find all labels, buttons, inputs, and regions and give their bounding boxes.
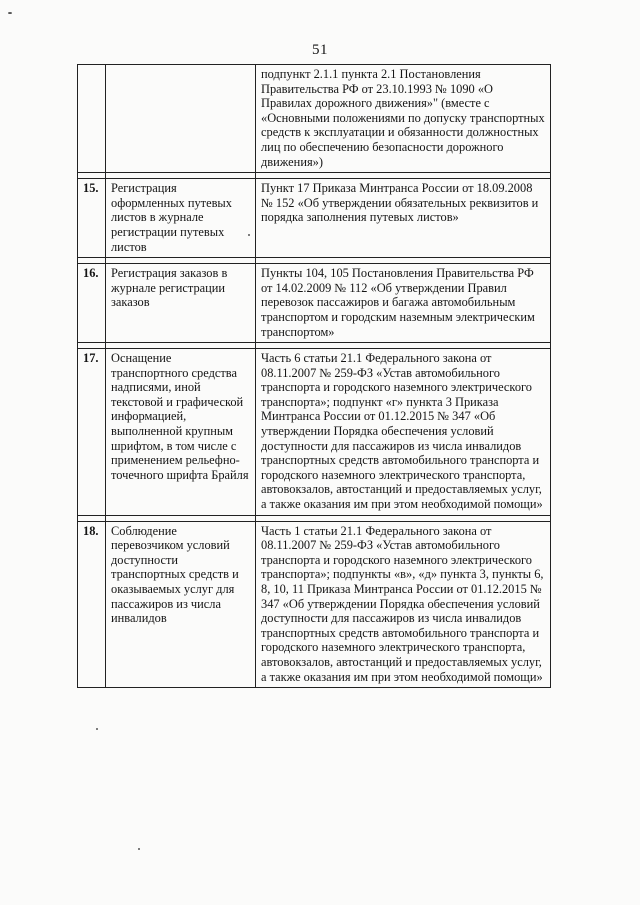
scan-speck [8, 12, 12, 14]
table-row [78, 179, 551, 258]
requirement-name: Регистрация оформленных путевых листов в журнале регистрации путевых листов [106, 179, 256, 258]
table-row [78, 349, 551, 516]
legal-basis: Часть 6 статьи 21.1 Федерального закона от 08.11.2007 № 259-ФЗ «Устав автомобильного транспорта и городского наземного электрического транспорта»; подпункт «г» пункта 3 Приказа Минтранса России от 01.12.2015 № 347 «Об утверждении Порядка обеспечения условий доступности для пассажиров из числа инвалидов транспортных средств автомобильного транспорта и городского наземного электрического транспорта, автовокзалов, автостанций и предоставляемых услуг, а также оказания им при этом необходимой помощи» [256, 349, 551, 516]
scan-speck [96, 728, 98, 730]
requirement-name: Оснащение транспортного средства надписями, иной текстовой и графической информацией, выполненной крупным шрифтом, в том числе с применением рельефно-точечного шрифта Брайля [106, 349, 256, 516]
requirement-name: Соблюдение перевозчиком условий доступности транспортных средств и оказываемых услуг для пассажиров из числа инвалидов [106, 521, 256, 688]
row-number: 17. [78, 349, 106, 516]
scan-speck [138, 848, 140, 850]
table-row [78, 264, 551, 343]
legal-basis: Часть 1 статьи 21.1 Федерального закона от 08.11.2007 № 259-ФЗ «Устав автомобильного транспорта и городского наземного электрического транспорта»; подпункты «в», «д» пункта 3, пункты 6, 8, 10, 11 Приказа Минтранса России от 01.12.2015 № 347 «Об утверждении Порядка обеспечения условий доступности для пассажиров из числа инвалидов транспортных средств автомобильного транспорта и городского наземного электрического транспорта, автовокзалов, автостанций и предоставляемых услуг, а также оказания им при этом необходимой помощи» [256, 521, 551, 688]
legal-basis: подпункт 2.1.1 пункта 2.1 Постановления Правительства РФ от 23.10.1993 № 1090 «О Правилах дорожного движения»" (вместе с «Основными положениями по допуску транспортных средств к эксплуатации и обязанности должностных лиц по обеспечению безопасности дорожного движения») [256, 65, 551, 173]
page-number: 51 [312, 42, 328, 58]
table-row [78, 521, 551, 688]
legal-basis: Пункты 104, 105 Постановления Правительства РФ от 14.02.2009 № 112 «Об утверждении Правил перевозок пассажиров и багажа автомобильным транспортом и городским наземным электрическим транспортом» [256, 264, 551, 343]
legal-basis: Пункт 17 Приказа Минтранса России от 18.09.2008 № 152 «Об утверждении обязательных реквизитов и порядка заполнения путевых листов» [256, 179, 551, 258]
row-number [78, 65, 106, 173]
requirements-table [77, 64, 551, 688]
requirement-name: Регистрация заказов в журнале регистрации заказов [106, 264, 256, 343]
row-number: 18. [78, 521, 106, 688]
row-number: 16. [78, 264, 106, 343]
requirement-name [106, 65, 256, 173]
table-row [78, 65, 551, 173]
scan-speck [248, 234, 250, 236]
row-number: 15. [78, 179, 106, 258]
